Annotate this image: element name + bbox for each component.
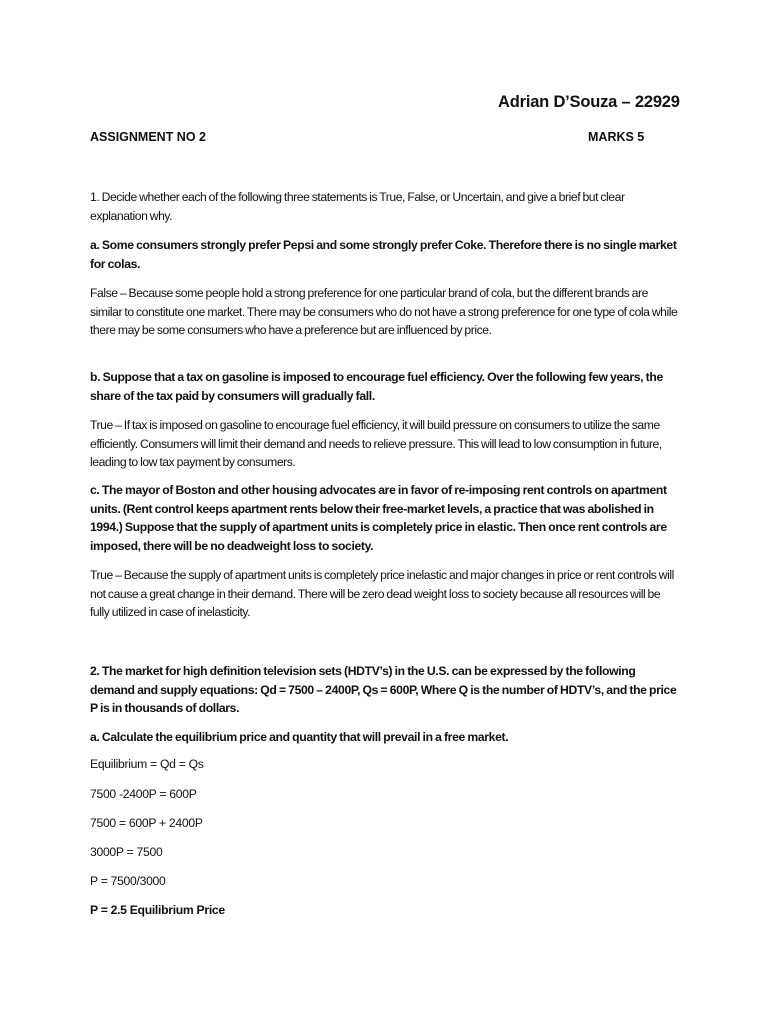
question-1a: a. Some consumers strongly prefer Pepsi and some strongly prefer Coke. Therefore there is no single market for colas. [90, 238, 677, 271]
calc-step: 3000P = 7500 [90, 845, 163, 859]
answer-1c: True – Because the supply of apartment units is completely price inelastic and major changes in price or rent controls will not cause a great change in their demand. There will be zero dead weight loss to society because all resources will be fully utilized in case of inelasticity. [90, 568, 674, 619]
question-2a: a. Calculate the equilibrium price and quantity that will prevail in a free market. [90, 730, 509, 744]
equilibrium-price-result: P = 2.5 Equilibrium Price [90, 903, 225, 917]
calc-step: 7500 -2400P = 600P [90, 787, 197, 801]
author-heading: Adrian D’Souza – 22929 [498, 93, 680, 111]
calc-step: P = 7500/3000 [90, 874, 166, 888]
question-1-intro: 1. Decide whether each of the following three statements is True, False, or Uncertain, and give a brief but clear explanation why. [90, 190, 625, 223]
question-2-intro: 2. The market for high definition television sets (HDTV’s) in the U.S. can be expressed by the following demand and supply equations: Qd = 7500 – 2400P, Qs = 600P, Where Q is the number of HDTV’s, and the price P is in thousands of dollars. [90, 664, 677, 715]
answer-1b: True – If tax is imposed on gasoline to encourage fuel efficiency, it will build pressure on consumers to utilize the same efficiently. Consumers will limit their demand and needs to relieve pressure. This will lead to low consumption in future, leading to low tax payment by consumers. [90, 418, 662, 469]
marks-label: MARKS 5 [588, 130, 645, 144]
question-1b: b. Suppose that a tax on gasoline is imposed to encourage fuel efficiency. Over the following few years, the share of the tax paid by consumers will gradually fall. [90, 370, 663, 403]
answer-1a: False – Because some people hold a strong preference for one particular brand of cola, but the different brands are similar to constitute one market. There may be consumers who do not have a strong preference for one type of cola while there may be some consumers who have a preference but are influenced by price. [90, 286, 678, 337]
calc-step: Equilibrium = Qd = Qs [90, 757, 204, 771]
calc-step: 7500 = 600P + 2400P [90, 816, 203, 830]
assignment-title: ASSIGNMENT NO 2 [90, 130, 206, 144]
question-1c: c. The mayor of Boston and other housing advocates are in favor of re-imposing rent controls on apartment units. (Rent control keeps apartment rents below their free-market levels, a practice that was abolished in 1994.) Suppose that the supply of apartment units is completely price in elastic. Then once rent controls are imposed, there will be no deadweight loss to society. [90, 483, 667, 553]
